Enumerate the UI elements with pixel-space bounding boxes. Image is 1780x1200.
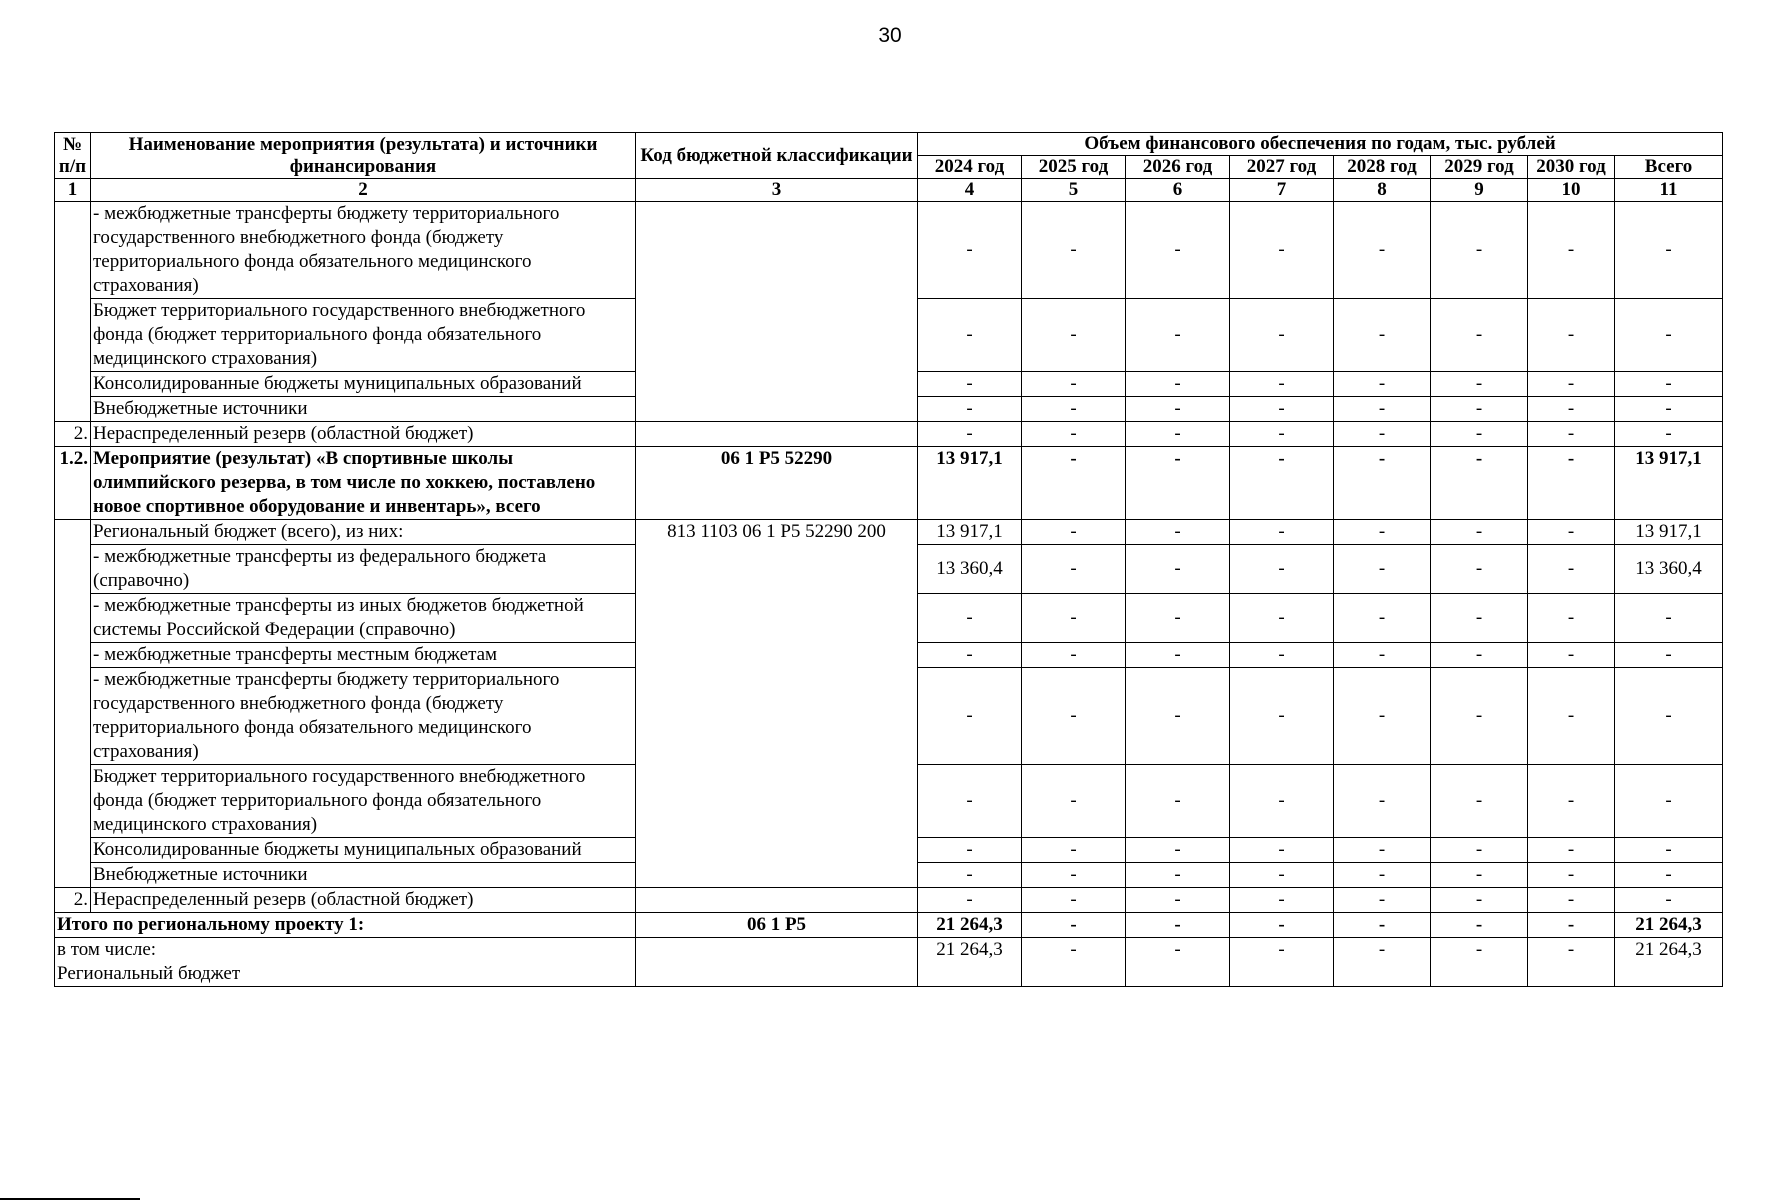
value-cell: - (1126, 594, 1230, 643)
header-volume: Объем финансового обеспечения по годам, тыс. рублей (918, 133, 1723, 156)
code-cell (636, 422, 918, 447)
value-cell: - (1431, 299, 1528, 372)
column-number: 9 (1431, 179, 1528, 202)
value-cell: - (918, 765, 1022, 838)
value-cell: 21 264,3 (918, 938, 1022, 987)
value-cell: - (1431, 838, 1528, 863)
value-cell: 21 264,3 (918, 913, 1022, 938)
value-cell: - (1230, 838, 1334, 863)
value-cell: - (1528, 643, 1615, 668)
value-cell: - (1334, 863, 1431, 888)
value-cell: - (1528, 765, 1615, 838)
value-cell: - (1334, 643, 1431, 668)
value-cell: - (1230, 202, 1334, 299)
value-cell: - (1334, 888, 1431, 913)
value-cell: - (1022, 643, 1126, 668)
value-cell: - (1022, 913, 1126, 938)
value-cell: 13 917,1 (918, 447, 1022, 520)
row-name: - межбюджетные трансферты из федерального бюджета (справочно) (91, 545, 636, 594)
value-cell: - (1022, 202, 1126, 299)
value-cell: - (1615, 765, 1723, 838)
value-cell: - (1431, 863, 1528, 888)
including-line: в том числе: (57, 939, 157, 960)
value-cell: - (918, 863, 1022, 888)
value-cell: - (1022, 447, 1126, 520)
value-cell: - (1230, 668, 1334, 765)
value-cell: - (1022, 594, 1126, 643)
value-cell: - (1334, 397, 1431, 422)
value-cell: - (1528, 888, 1615, 913)
table-row (55, 202, 1723, 299)
value-cell: - (1230, 938, 1334, 987)
value-cell: - (1334, 838, 1431, 863)
code-cell (636, 202, 918, 422)
value-cell: - (1022, 863, 1126, 888)
value-cell: - (1431, 668, 1528, 765)
row-name: - межбюджетные трансферты местным бюджетам (91, 643, 636, 668)
value-cell: - (1615, 422, 1723, 447)
value-cell: - (1431, 202, 1528, 299)
header-year: 2025 год (1022, 156, 1126, 179)
value-cell: - (1022, 422, 1126, 447)
value-cell: - (1126, 765, 1230, 838)
value-cell: - (1528, 422, 1615, 447)
value-cell: - (1334, 372, 1431, 397)
value-cell: - (1126, 668, 1230, 765)
value-cell: - (1230, 545, 1334, 594)
table-header-row (55, 133, 1723, 156)
column-number: 10 (1528, 179, 1615, 202)
value-cell: - (1528, 447, 1615, 520)
num-cell (55, 202, 91, 422)
value-cell: - (1126, 299, 1230, 372)
value-cell: - (1334, 520, 1431, 545)
value-cell: - (1230, 447, 1334, 520)
including-row (55, 938, 1723, 987)
value-cell: - (1615, 888, 1723, 913)
value-cell: - (1615, 202, 1723, 299)
value-cell: - (918, 372, 1022, 397)
value-cell: - (1528, 202, 1615, 299)
row-name: - межбюджетные трансферты бюджету территориального государственного внебюджетного фонда (бюджету территориального фонда обязательного медицинского страхования) (91, 668, 636, 765)
value-cell: - (1230, 372, 1334, 397)
header-year: 2026 год (1126, 156, 1230, 179)
value-cell: - (1431, 520, 1528, 545)
including-line: Региональный бюджет (57, 963, 241, 984)
value-cell: - (1022, 838, 1126, 863)
code-cell: 06 1 P5 52290 (636, 447, 918, 520)
value-cell: - (1528, 594, 1615, 643)
value-cell: - (1230, 765, 1334, 838)
value-cell: - (1334, 594, 1431, 643)
value-cell: - (1126, 913, 1230, 938)
value-cell: - (918, 643, 1022, 668)
financing-table (54, 132, 1723, 987)
value-cell: - (1528, 913, 1615, 938)
header-year: 2024 год (918, 156, 1022, 179)
value-cell: - (1126, 520, 1230, 545)
value-cell: - (1528, 838, 1615, 863)
value-cell: - (1528, 520, 1615, 545)
value-cell: - (1230, 594, 1334, 643)
total-row (55, 913, 1723, 938)
reserve-row (55, 888, 1723, 913)
value-cell: - (1126, 202, 1230, 299)
value-cell: - (918, 397, 1022, 422)
value-cell: - (1615, 643, 1723, 668)
column-number: 7 (1230, 179, 1334, 202)
value-cell: - (1431, 938, 1528, 987)
value-cell: 13 917,1 (918, 520, 1022, 545)
value-cell: - (1022, 372, 1126, 397)
value-cell: - (1334, 202, 1431, 299)
row-name: Региональный бюджет (всего), из них: (91, 520, 636, 545)
header-year: 2027 год (1230, 156, 1334, 179)
value-cell: - (1334, 913, 1431, 938)
row-name: Бюджет территориального государственного внебюджетного фонда (бюджет территориального фонда обязательного медицинского страхования) (91, 765, 636, 838)
value-cell: - (1615, 372, 1723, 397)
value-cell: - (1230, 913, 1334, 938)
value-cell: - (1022, 938, 1126, 987)
value-cell: - (918, 299, 1022, 372)
value-cell: - (1022, 397, 1126, 422)
value-cell: - (1126, 643, 1230, 668)
row-name: Консолидированные бюджеты муниципальных образований (91, 372, 636, 397)
code-cell (636, 888, 918, 913)
value-cell: - (918, 838, 1022, 863)
row-name: Внебюджетные источники (91, 397, 636, 422)
value-cell: - (1022, 299, 1126, 372)
row-number: 1.2. (55, 447, 91, 520)
value-cell: 13 360,4 (918, 545, 1022, 594)
value-cell: - (1431, 913, 1528, 938)
value-cell: - (1022, 888, 1126, 913)
column-number: 3 (636, 179, 918, 202)
value-cell: 13 917,1 (1615, 520, 1723, 545)
value-cell: - (1022, 520, 1126, 545)
header-code: Код бюджетной классификации (636, 133, 918, 179)
value-cell: - (1431, 643, 1528, 668)
row-name: Мероприятие (результат) «В спортивные школы олимпийского резерва, в том числе по хоккею, поставлено новое спортивное оборудование и инвентарь», всего (91, 447, 636, 520)
value-cell: - (1431, 397, 1528, 422)
header-year: 2028 год (1334, 156, 1431, 179)
value-cell: - (1230, 397, 1334, 422)
row-name: Консолидированные бюджеты муниципальных образований (91, 838, 636, 863)
header-num: № п/п (55, 133, 91, 179)
value-cell: - (1126, 447, 1230, 520)
value-cell: - (1022, 765, 1126, 838)
value-cell: - (1431, 372, 1528, 397)
value-cell: - (1230, 888, 1334, 913)
value-cell: - (1334, 447, 1431, 520)
total-label: Итого по региональному проекту 1: (55, 913, 636, 938)
value-cell: - (1230, 863, 1334, 888)
value-cell: - (1230, 520, 1334, 545)
value-cell: - (1230, 422, 1334, 447)
row-number: 2. (55, 422, 91, 447)
column-number-row (55, 179, 1723, 202)
header-year: 2029 год (1431, 156, 1528, 179)
value-cell: - (1126, 938, 1230, 987)
column-number: 5 (1022, 179, 1126, 202)
value-cell: - (1334, 545, 1431, 594)
row-name: Нераспределенный резерв (областной бюджет) (91, 422, 636, 447)
including-label (55, 938, 636, 987)
value-cell: - (1431, 765, 1528, 838)
value-cell: 13 360,4 (1615, 545, 1723, 594)
value-cell: - (1431, 888, 1528, 913)
value-cell: - (1022, 668, 1126, 765)
value-cell: - (1230, 643, 1334, 668)
value-cell: - (1528, 863, 1615, 888)
column-number: 2 (91, 179, 636, 202)
value-cell: - (1334, 668, 1431, 765)
header-year: 2030 год (1528, 156, 1615, 179)
value-cell: - (1334, 938, 1431, 987)
value-cell: - (1126, 863, 1230, 888)
value-cell: - (1334, 765, 1431, 838)
value-cell: - (918, 668, 1022, 765)
value-cell: - (1022, 545, 1126, 594)
num-cell (55, 520, 91, 888)
value-cell: - (918, 594, 1022, 643)
value-cell: - (1528, 299, 1615, 372)
value-cell: - (1528, 397, 1615, 422)
value-cell: 21 264,3 (1615, 913, 1723, 938)
value-cell: - (1126, 888, 1230, 913)
value-cell: - (1615, 594, 1723, 643)
column-number: 11 (1615, 179, 1723, 202)
value-cell: - (1431, 422, 1528, 447)
value-cell: - (1615, 863, 1723, 888)
table-row (55, 520, 1723, 545)
measure-row (55, 447, 1723, 520)
row-name: - межбюджетные трансферты бюджету территориального государственного внебюджетного фонда (бюджету территориального фонда обязательного медицинского страхования) (91, 202, 636, 299)
row-number: 2. (55, 888, 91, 913)
value-cell: - (1334, 422, 1431, 447)
value-cell: - (1528, 668, 1615, 765)
column-number: 1 (55, 179, 91, 202)
column-number: 6 (1126, 179, 1230, 202)
value-cell: - (1126, 422, 1230, 447)
value-cell: - (1126, 397, 1230, 422)
value-cell: 13 917,1 (1615, 447, 1723, 520)
value-cell: - (1431, 594, 1528, 643)
column-number: 4 (918, 179, 1022, 202)
row-name: Бюджет территориального государственного внебюджетного фонда (бюджет территориального фонда обязательного медицинского страхования) (91, 299, 636, 372)
value-cell: - (918, 422, 1022, 447)
row-name: Нераспределенный резерв (областной бюджет) (91, 888, 636, 913)
value-cell: - (1126, 545, 1230, 594)
header-name: Наименование мероприятия (результата) и источники финансирования (91, 133, 636, 179)
value-cell: - (1431, 447, 1528, 520)
row-name: - межбюджетные трансферты из иных бюджетов бюджетной системы Российской Федерации (справочно) (91, 594, 636, 643)
value-cell: - (1230, 299, 1334, 372)
value-cell: - (918, 202, 1022, 299)
value-cell: - (1334, 299, 1431, 372)
value-cell: - (1528, 938, 1615, 987)
value-cell: - (1615, 299, 1723, 372)
value-cell: - (1126, 372, 1230, 397)
code-cell (636, 938, 918, 987)
column-number: 8 (1334, 179, 1431, 202)
value-cell: - (1431, 545, 1528, 594)
value-cell: 21 264,3 (1615, 938, 1723, 987)
row-name: Внебюджетные источники (91, 863, 636, 888)
value-cell: - (1615, 838, 1723, 863)
header-total: Всего (1615, 156, 1723, 179)
value-cell: - (1528, 372, 1615, 397)
code-cell: 813 1103 06 1 P5 52290 200 (636, 520, 918, 888)
value-cell: - (1615, 668, 1723, 765)
value-cell: - (1528, 545, 1615, 594)
page-number: 30 (878, 24, 902, 47)
value-cell: - (918, 888, 1022, 913)
reserve-row (55, 422, 1723, 447)
value-cell: - (1126, 838, 1230, 863)
code-cell: 06 1 P5 (636, 913, 918, 938)
value-cell: - (1615, 397, 1723, 422)
